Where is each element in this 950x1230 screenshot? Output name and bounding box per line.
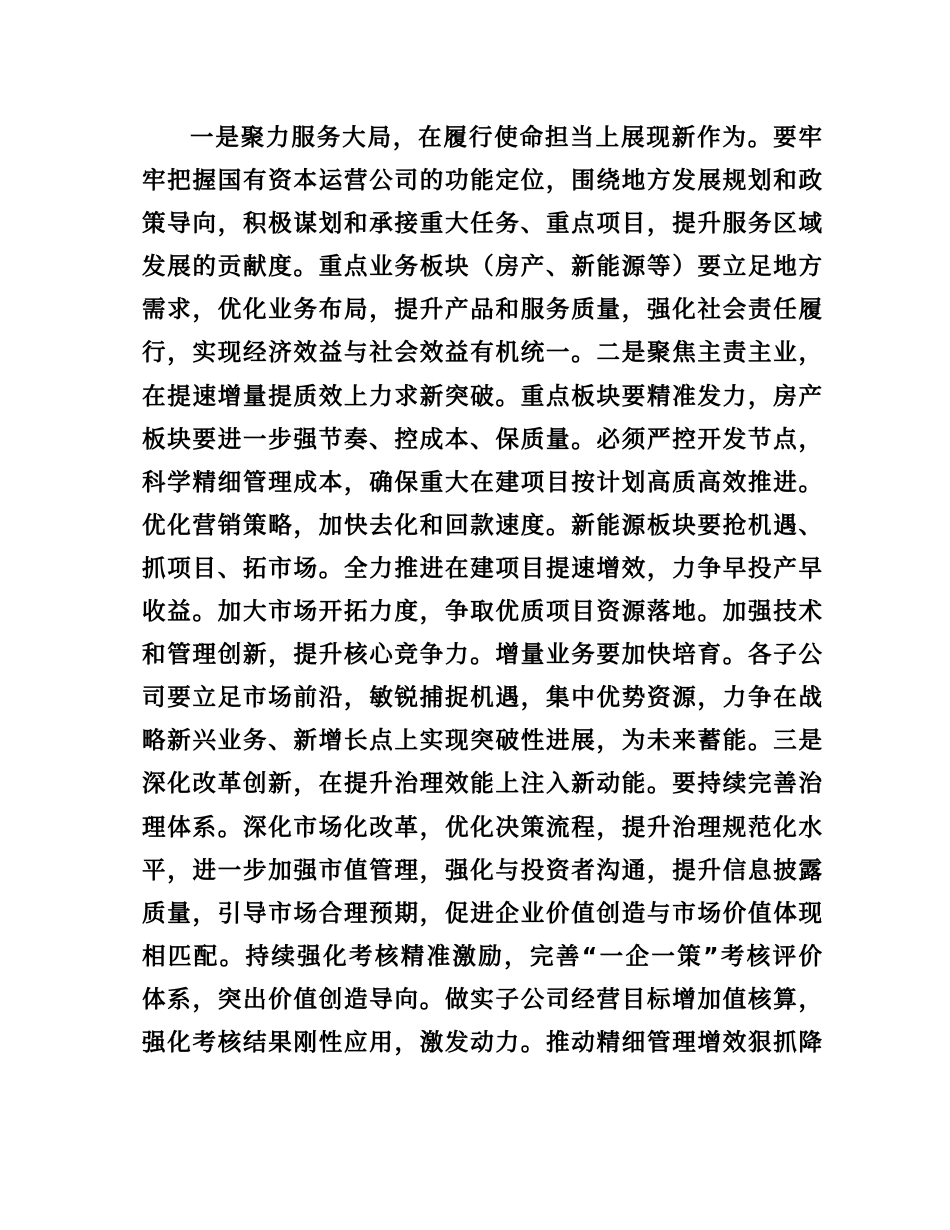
text-line: 平，进一步加强市值管理，强化与投资者沟通，提升信息披露 bbox=[142, 855, 822, 884]
text-line: 在提速增量提质效上力求新突破。重点板块要精准发力，房产 bbox=[142, 381, 822, 410]
text-line: 理体系。深化市场化改革，优化决策流程，提升治理规范化水 bbox=[142, 812, 822, 841]
text-line: 需求，优化业务布局，提升产品和服务质量，强化社会责任履 bbox=[142, 295, 822, 324]
text-line: 体系，突出价值创造导向。做实子公司经营目标增加值核算， bbox=[142, 984, 822, 1013]
text-line: 科学精细管理成本，确保重大在建项目按计划高质高效推进。 bbox=[142, 467, 822, 496]
text-line: 质量，引导市场合理预期，促进企业价值创造与市场价值体现 bbox=[142, 898, 822, 927]
text-line: 板块要进一步强节奏、控成本、保质量。必须严控开发节点， bbox=[142, 424, 822, 453]
text-line: 相匹配。持续强化考核精准激励，完善“一企一策”考核评价 bbox=[142, 941, 822, 970]
text-line: 牢把握国有资本运营公司的功能定位，围绕地方发展规划和政 bbox=[142, 166, 822, 195]
text-line: 策导向，积极谋划和承接重大任务、重点项目，提升服务区域 bbox=[142, 209, 822, 238]
text-line: 优化营销策略，加快去化和回款速度。新能源板块要抢机遇、 bbox=[142, 510, 822, 539]
text-line: 和管理创新，提升核心竞争力。增量业务要加快培育。各子公 bbox=[142, 640, 822, 669]
text-line: 一是聚力服务大局，在履行使命担当上展现新作为。要牢 bbox=[190, 123, 822, 151]
text-line: 行，实现经济效益与社会效益有机统一。二是聚焦主责主业， bbox=[142, 338, 822, 367]
text-line: 强化考核结果刚性应用，激发动力。推动精细管理增效狠抓降 bbox=[142, 1027, 822, 1056]
text-line: 略新兴业务、新增长点上实现突破性进展，为未来蓄能。三是 bbox=[142, 726, 822, 755]
text-line: 抓项目、拓市场。全力推进在建项目提速增效，力争早投产早 bbox=[142, 553, 822, 582]
text-line: 司要立足市场前沿，敏锐捕捉机遇，集中优势资源，力争在战 bbox=[142, 683, 822, 712]
text-line: 发展的贡献度。重点业务板块（房产、新能源等）要立足地方 bbox=[142, 252, 822, 281]
body-paragraph bbox=[142, 116, 822, 1064]
text-line: 收益。加大市场开拓力度，争取优质项目资源落地。加强技术 bbox=[142, 597, 822, 626]
text-line: 深化改革创新，在提升治理效能上注入新动能。要持续完善治 bbox=[142, 769, 822, 798]
